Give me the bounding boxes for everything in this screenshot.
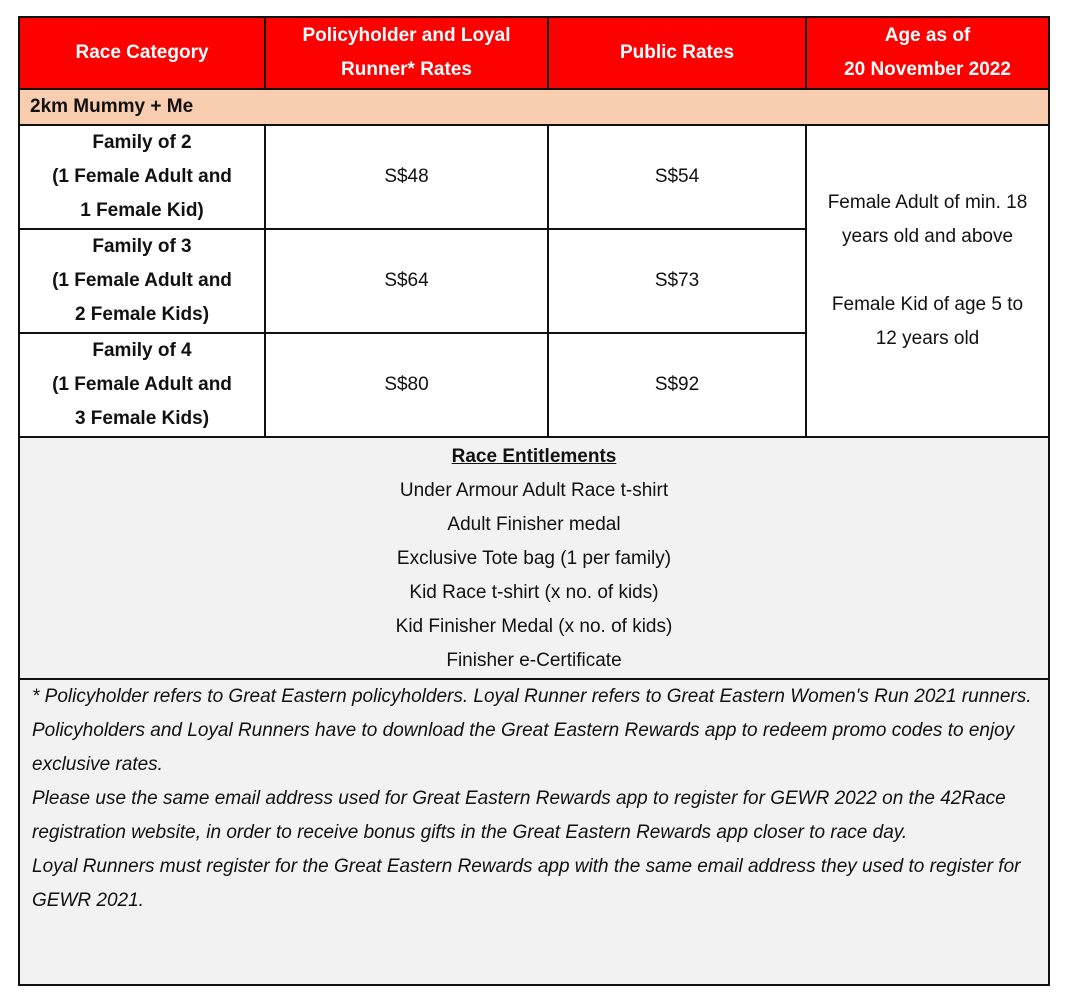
entitlement-item: Finisher e-Certificate xyxy=(446,650,622,671)
section-title: 2km Mummy + Me xyxy=(19,89,1049,125)
age-adult-line1: Female Adult of min. 18 xyxy=(827,192,1028,213)
header-age xyxy=(806,17,1049,89)
entitlements-row xyxy=(19,437,1049,679)
note-same-email: Please use the same email address used for Great Eastern Rewards app to register for GEWR 2022 on the 42Race registration website, in order to receive bonus gifts in the Great Eastern Rewards app closer to race day. xyxy=(32,788,1006,843)
header-age-line1: Age as of xyxy=(884,25,971,46)
race-rates-table xyxy=(18,16,1050,986)
notes-row xyxy=(19,679,1049,985)
entitlement-item: Adult Finisher medal xyxy=(447,514,621,535)
age-adult-line2: years old and above xyxy=(841,226,1014,247)
race-category-cell: Family of 2 (1 Female Adult and 1 Female Kid) xyxy=(19,125,265,229)
header-race-category: Race Category xyxy=(19,17,265,89)
entitlement-item: Exclusive Tote bag (1 per family) xyxy=(396,548,672,569)
table-row xyxy=(19,125,1049,229)
header-age-line2: 20 November 2022 xyxy=(844,59,1011,80)
table-header-row xyxy=(19,17,1049,89)
loyal-rate-cell: S$64 xyxy=(265,229,548,333)
age-kid-line2: 12 years old xyxy=(875,328,980,349)
note-loyal-runners: Loyal Runners must register for the Great Eastern Rewards app with the same email address they used to register for GEWR 2021. xyxy=(32,856,1021,911)
race-category-cell: Family of 4 (1 Female Adult and 3 Female Kids) xyxy=(19,333,265,437)
race-category-cell: Family of 3 (1 Female Adult and 2 Female Kids) xyxy=(19,229,265,333)
loyal-rate-cell: S$48 xyxy=(265,125,548,229)
note-download-app: Policyholders and Loyal Runners have to download the Great Eastern Rewards app to redeem promo codes to enjoy exclusive rates. xyxy=(32,720,1015,775)
entitlements-title: Race Entitlements xyxy=(451,446,617,467)
notes-panel xyxy=(19,679,1049,985)
entitlements-panel xyxy=(19,437,1049,679)
entitlement-item: Kid Race t-shirt (x no. of kids) xyxy=(409,582,659,603)
loyal-rate-cell: S$80 xyxy=(265,333,548,437)
header-public-rates: Public Rates xyxy=(548,17,806,89)
public-rate-cell: S$73 xyxy=(548,229,806,333)
entitlement-item: Kid Finisher Medal (x no. of kids) xyxy=(395,616,673,637)
public-rate-cell: S$54 xyxy=(548,125,806,229)
note-policyholder-definition: * Policyholder refers to Great Eastern policyholders. Loyal Runner refers to Great Eastern Women's Run 2021 runners. xyxy=(32,686,1032,707)
age-requirement-cell xyxy=(806,125,1049,437)
age-kid-line1: Female Kid of age 5 to xyxy=(831,294,1024,315)
public-rate-cell: S$92 xyxy=(548,333,806,437)
section-row xyxy=(19,89,1049,125)
entitlement-item: Under Armour Adult Race t-shirt xyxy=(399,480,669,501)
header-loyal-rates: Policyholder and Loyal Runner* Rates xyxy=(265,17,548,89)
